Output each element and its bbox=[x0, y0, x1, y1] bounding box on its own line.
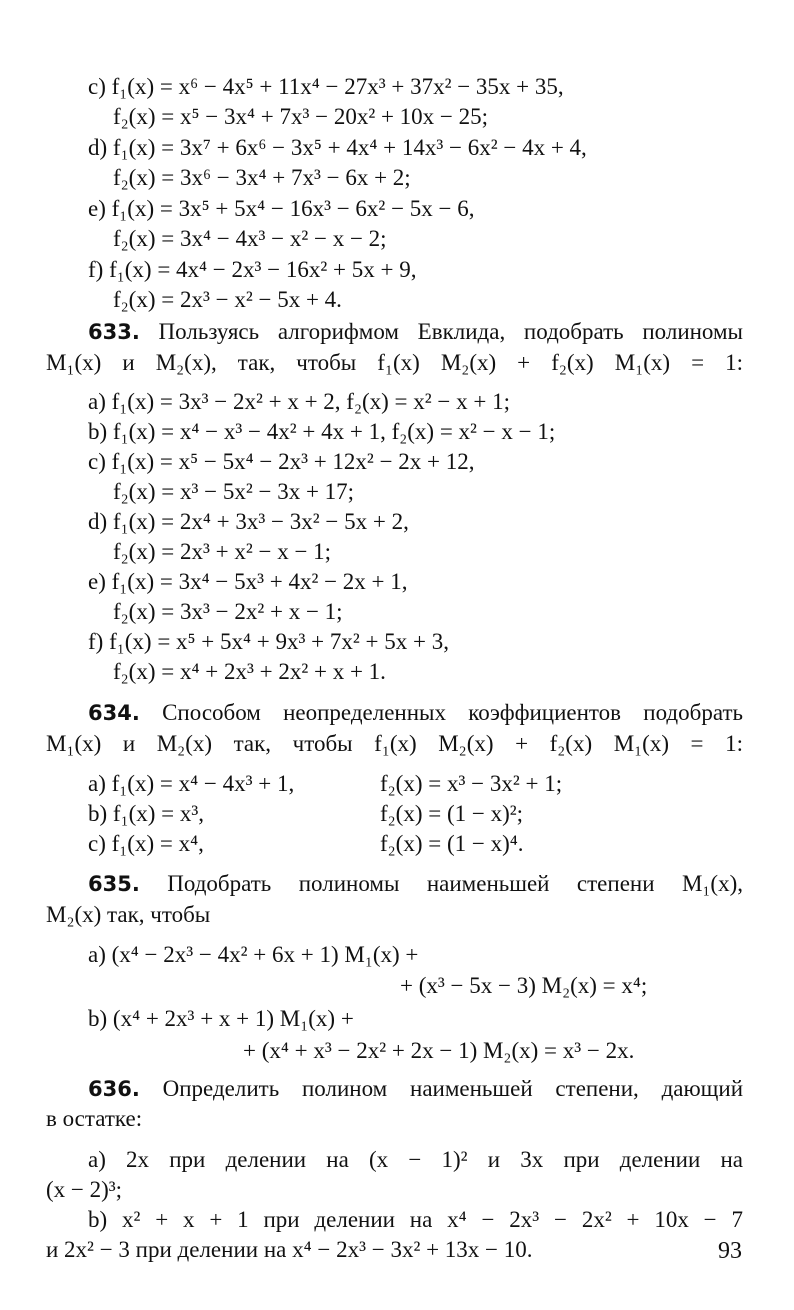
formula-line: + (x³ − 5x − 3) M₂(x) = x⁴; bbox=[400, 973, 648, 998]
formula-line: b) f₁(x) = x³, bbox=[88, 801, 205, 826]
problem-number: 635. bbox=[88, 872, 140, 896]
statement-text: Пользуясь алгорифмом Евклида, подобрать полиномы bbox=[158, 319, 744, 344]
statement-text: Определить полином наименьшей степени, дающий bbox=[162, 1076, 744, 1101]
formula-line: f₂(x) = (1 − x)²; bbox=[380, 801, 524, 826]
formula-line: + (x⁴ + x³ − 2x² + 2x − 1) M₂(x) = x³ − 2x. bbox=[243, 1038, 635, 1063]
problem-633-statement bbox=[88, 317, 743, 347]
problem-number: 634. bbox=[88, 701, 140, 725]
problem-number: 633. bbox=[88, 320, 140, 344]
formula-line: f₂(x) = (1 − x)⁴. bbox=[380, 831, 524, 856]
text-line: b) x² + x + 1 при делении на x⁴ − 2x³ − 2x² + 10x − 7 bbox=[88, 1207, 743, 1232]
problem-636-statement bbox=[88, 1074, 743, 1104]
formula-line: e) f₁(x) = 3x⁵ + 5x⁴ − 16x³ − 6x² − 5x − 6, bbox=[88, 196, 475, 221]
formula-line: c) f₁(x) = x⁴, bbox=[88, 831, 204, 856]
formula-line: c) f₁(x) = x⁵ − 5x⁴ − 2x³ + 12x² − 2x + 12, bbox=[88, 449, 475, 474]
problem-635-statement bbox=[88, 869, 743, 899]
formula-line: a) f₁(x) = x⁴ − 4x³ + 1, bbox=[88, 771, 295, 796]
formula-line: a) (x⁴ − 2x³ − 4x² + 6x + 1) M₁(x) + bbox=[88, 942, 419, 967]
page-number: 93 bbox=[718, 1238, 742, 1264]
problem-635-statement-cont: M₂(x) так, чтобы bbox=[46, 902, 211, 927]
formula-line: f₂(x) = x³ − 3x² + 1; bbox=[380, 771, 563, 796]
formula-line: f₂(x) = x⁵ − 3x⁴ + 7x³ − 20x² + 10x − 25; bbox=[113, 104, 489, 129]
formula-line: f₂(x) = 2x³ + x² − x − 1; bbox=[113, 539, 332, 564]
problem-636-statement-cont: в остатке: bbox=[46, 1106, 143, 1131]
formula-line: b) (x⁴ + 2x³ + x + 1) M₁(x) + bbox=[88, 1006, 354, 1031]
formula-line: e) f₁(x) = 3x⁴ − 5x³ + 4x² − 2x + 1, bbox=[88, 569, 408, 594]
formula-line: f) f₁(x) = 4x⁴ − 2x³ − 16x² + 5x + 9, bbox=[88, 257, 417, 282]
formula-line: b) f₁(x) = x⁴ − x³ − 4x² + 4x + 1, f₂(x) = x² − x − 1; bbox=[88, 419, 556, 444]
problem-number: 636. bbox=[88, 1077, 140, 1101]
formula-line: f₂(x) = 3x⁴ − 4x³ − x² − x − 2; bbox=[113, 226, 387, 251]
formula-line: f₂(x) = 3x³ − 2x² + x − 1; bbox=[113, 599, 343, 624]
formula-line: f₂(x) = 3x⁶ − 3x⁴ + 7x³ − 6x + 2; bbox=[113, 165, 411, 190]
problem-634-statement bbox=[88, 698, 743, 728]
problem-633-statement-cont: M₁(x) и M₂(x), так, чтобы f₁(x) M₂(x) + f₂(x) M₁(x) = 1: bbox=[46, 350, 743, 375]
text-line: и 2x² − 3 при делении на x⁴ − 2x³ − 3x² + 13x − 10. bbox=[46, 1237, 533, 1262]
formula-line: d) f₁(x) = 2x⁴ + 3x³ − 3x² − 5x + 2, bbox=[88, 509, 409, 534]
formula-line: f₂(x) = 2x³ − x² − 5x + 4. bbox=[113, 287, 342, 312]
problem-634-statement-cont: M₁(x) и M₂(x) так, чтобы f₁(x) M₂(x) + f₂(x) M₁(x) = 1: bbox=[46, 731, 743, 756]
statement-text: Подобрать полиномы наименьшей степени M₁(x), bbox=[167, 871, 743, 896]
formula-line: f₂(x) = x³ − 5x² − 3x + 17; bbox=[113, 479, 355, 504]
text-line: (x − 2)³; bbox=[46, 1177, 123, 1202]
statement-text: Способом неопределенных коэффициентов подобрать bbox=[162, 700, 743, 725]
formula-line: c) f₁(x) = x⁶ − 4x⁵ + 11x⁴ − 27x³ + 37x² − 35x + 35, bbox=[88, 74, 564, 99]
formula-line: a) f₁(x) = 3x³ − 2x² + x + 2, f₂(x) = x² − x + 1; bbox=[88, 389, 510, 414]
text-line: a) 2x при делении на (x − 1)² и 3x при делении на bbox=[88, 1147, 743, 1172]
formula-line: f) f₁(x) = x⁵ + 5x⁴ + 9x³ + 7x² + 5x + 3, bbox=[88, 629, 449, 654]
formula-line: f₂(x) = x⁴ + 2x³ + 2x² + x + 1. bbox=[113, 659, 386, 684]
formula-line: d) f₁(x) = 3x⁷ + 6x⁶ − 3x⁵ + 4x⁴ + 14x³ − 6x² − 4x + 4, bbox=[88, 135, 587, 160]
